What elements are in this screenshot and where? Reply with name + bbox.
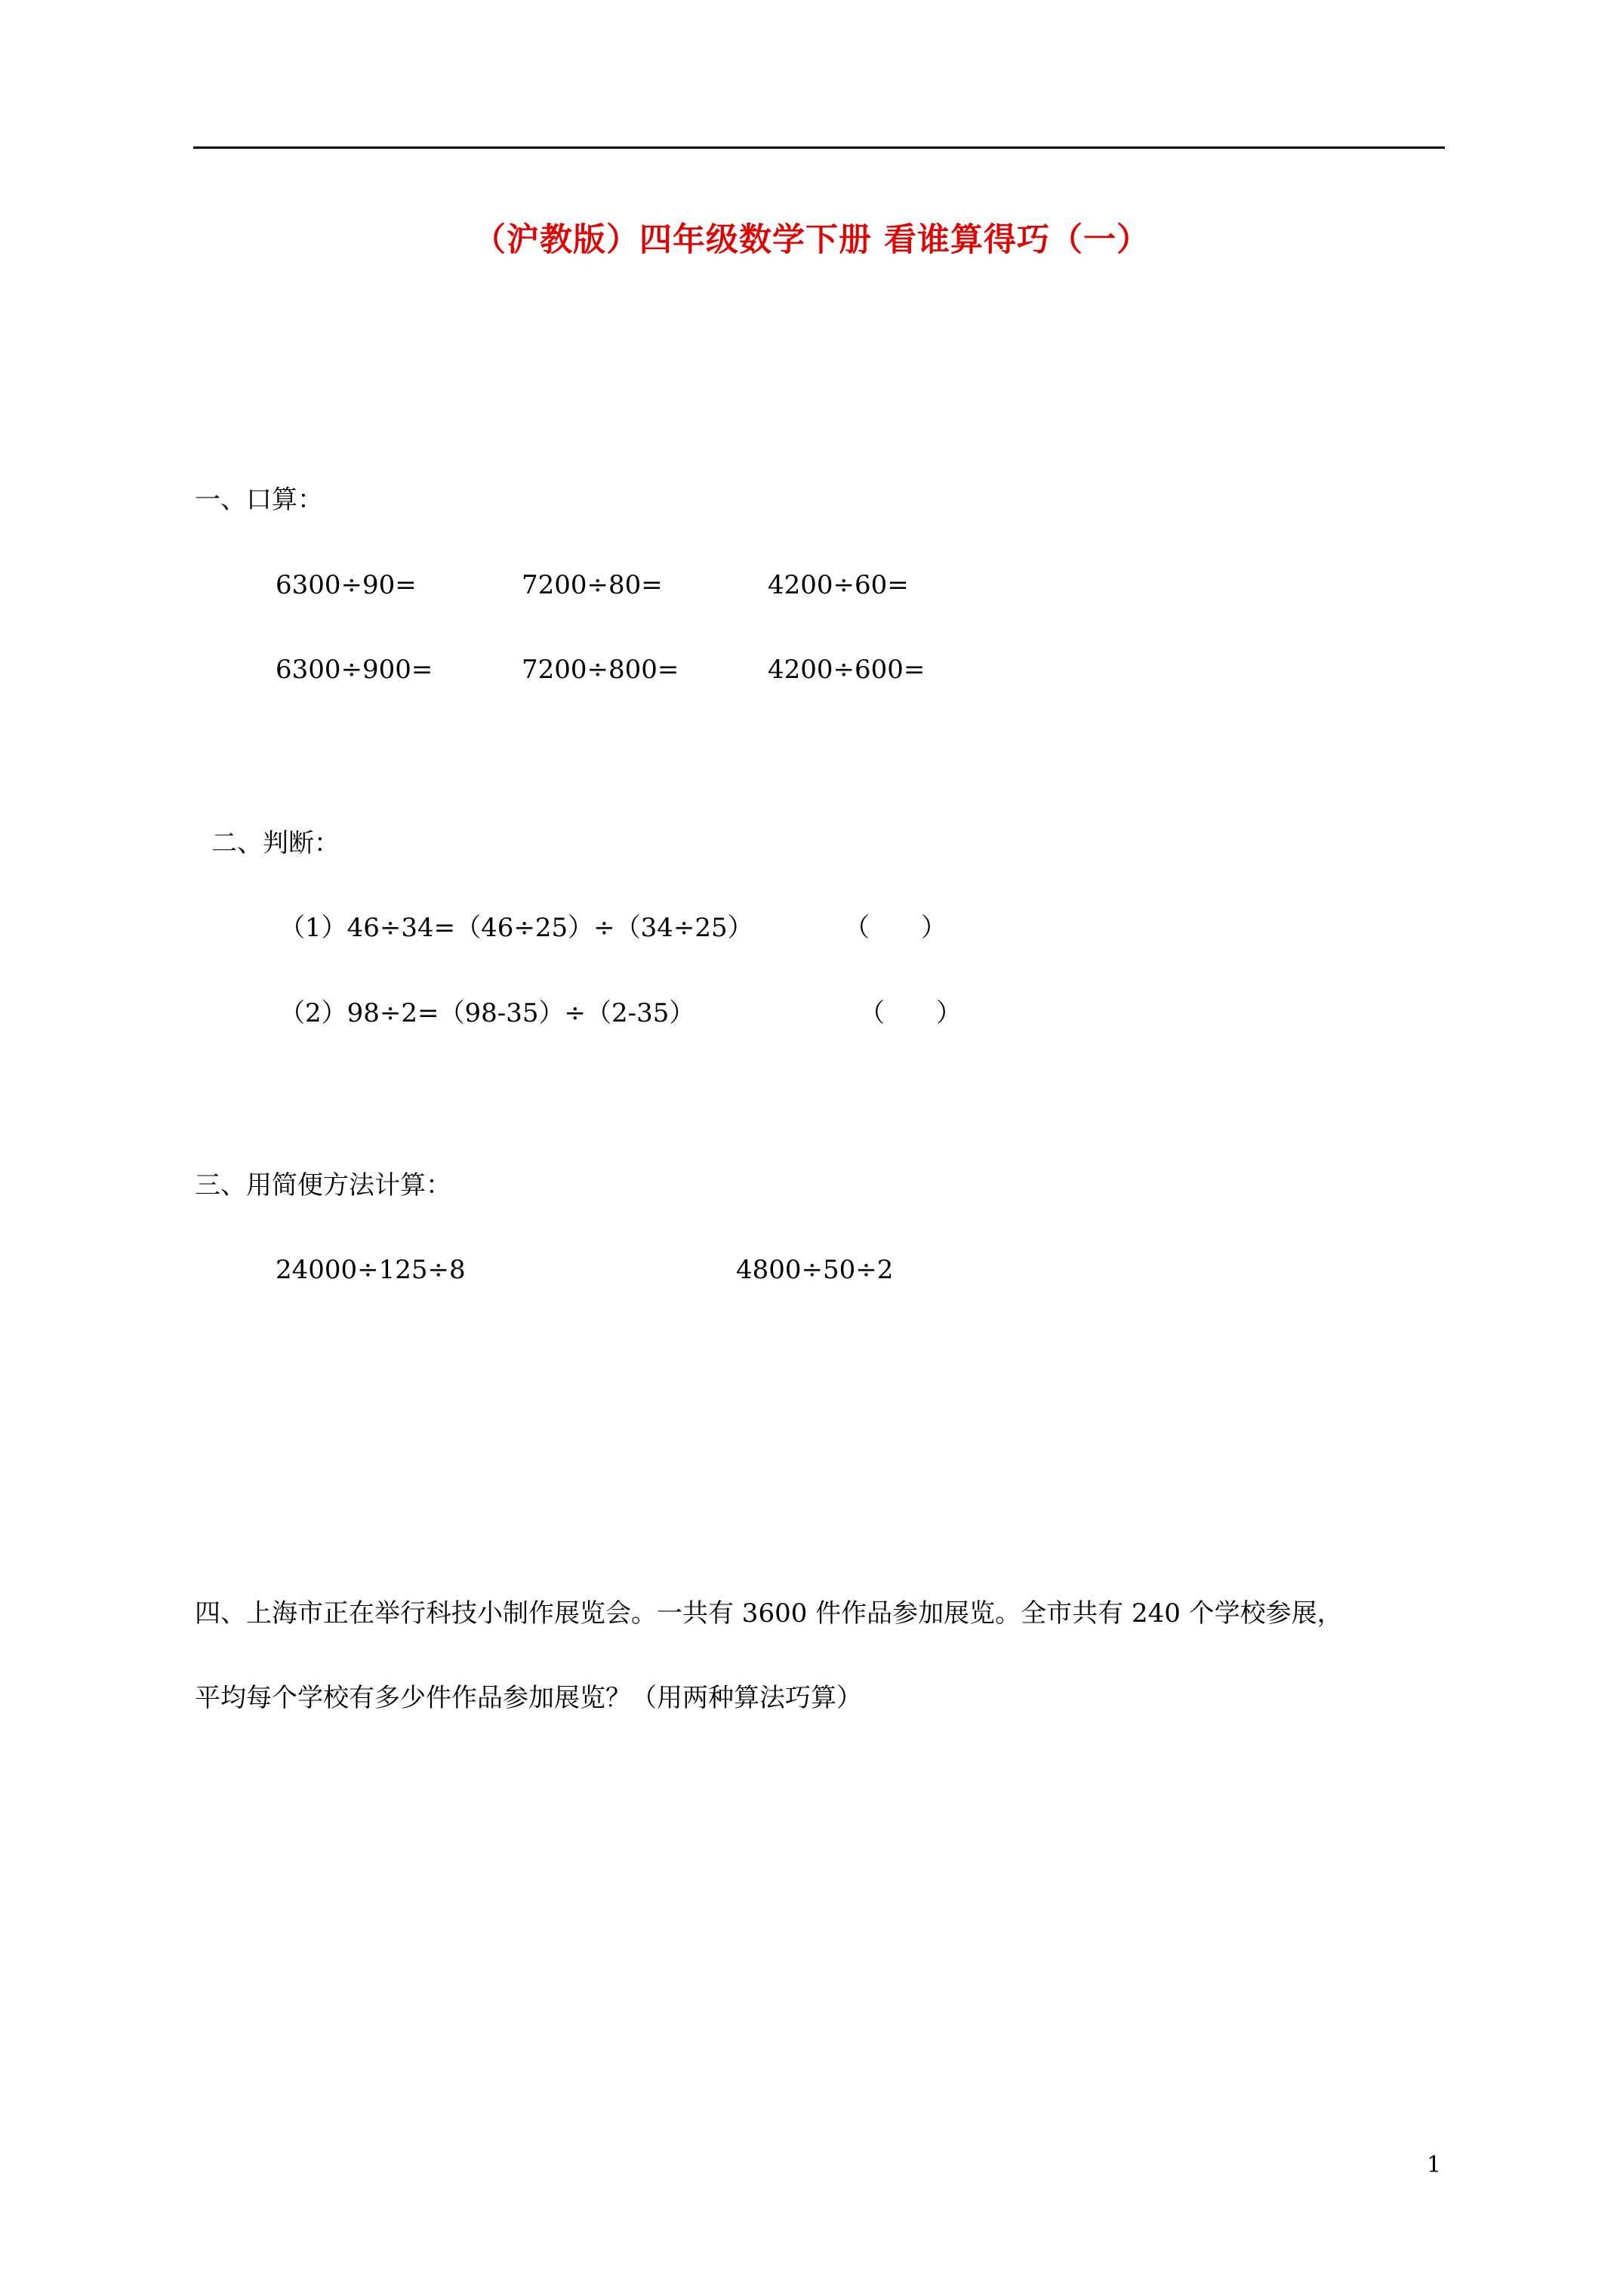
simplify-problem: 4800÷50÷2 [736,1255,894,1285]
section3-heading: 三、用简便方法计算： [195,1170,451,1200]
word-problem-line2: 平均每个学校有多少件作品参加展览？（用两种算法巧算） [195,1683,862,1713]
simplify-problem: 24000÷125÷8 [276,1255,466,1285]
page-number: 1 [1427,2152,1442,2178]
section2-heading: 二、判断： [211,828,340,858]
judgement-item: （2）98÷2=（98-35）÷（2-35） [279,998,695,1028]
section1-heading: 一、口算： [195,485,323,515]
answer-blank: （ ） [844,913,947,943]
answer-blank: （ ） [859,998,962,1028]
oral-problem: 7200÷80= [522,570,663,600]
oral-problem: 4200÷600= [768,655,925,685]
oral-problem: 6300÷90= [276,570,417,600]
oral-problem: 7200÷800= [522,655,679,685]
header-rule [193,146,1445,149]
oral-problem: 4200÷60= [768,570,909,600]
page-title: （沪教版）四年级数学下册 看谁算得巧（一） [473,221,1150,259]
oral-problem: 6300÷900= [276,655,433,685]
word-problem-line1: 四、上海市正在举行科技小制作展览会。一共有 3600 件作品参加展览。全市共有 240 个学校参展， [195,1598,1343,1629]
judgement-item: （1）46÷34=（46÷25）÷（34÷25） [279,913,753,943]
